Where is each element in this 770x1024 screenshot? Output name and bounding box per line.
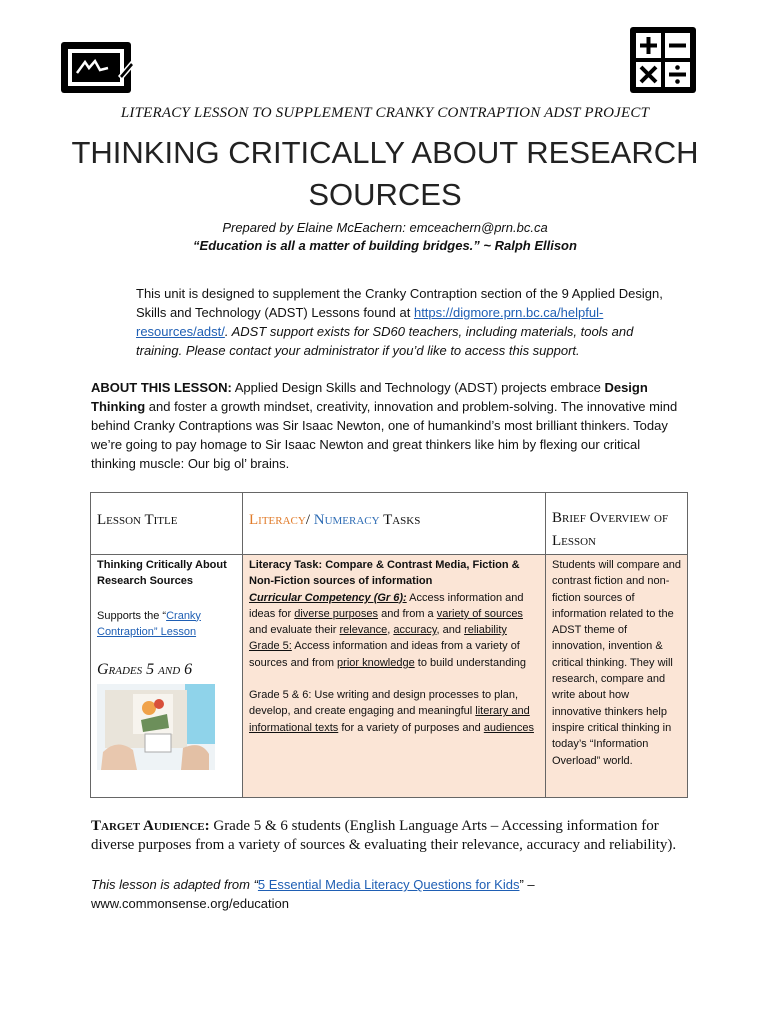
accuracy-term: accuracy [393, 624, 437, 637]
grade5-text-a: Access information and ideas from a variety of sources and from [249, 640, 520, 669]
document-subtitle: LITERACY LESSON TO SUPPLEMENT CRANKY CONTRAPTION ADST PROJECT [120, 105, 650, 121]
document-title [0, 132, 770, 216]
grade56-text-b: for a variety of purposes and [338, 721, 484, 734]
lesson-title-cell [91, 555, 242, 797]
curricular-text-c: and evaluate their [249, 624, 340, 637]
grade56-text-a: Grade 5 & 6: Use writing and design processes to plan, develop, and create engaging and meaningful [249, 689, 519, 718]
title-line-2: SOURCES [308, 177, 462, 212]
grade5-text-b: to build understanding [414, 656, 527, 669]
design-tablet-icon [59, 40, 135, 95]
supports-text [97, 608, 236, 641]
grades-label: Grades 5 and 6 [97, 661, 193, 679]
literacy-tasks-cell [243, 555, 545, 797]
about-label: ABOUT THIS LESSON: [91, 380, 232, 395]
prepared-by: Prepared by Elaine McEachern: emceachern@prn.bc.ca [222, 220, 548, 235]
reliability-term: reliability [464, 624, 507, 637]
media-literacy-questions-link[interactable]: 5 Essential Media Literacy Questions for Kids [257, 877, 520, 892]
intro-paragraph [91, 284, 681, 360]
adapted-from [91, 875, 691, 913]
variety-of-sources-term: variety of sources [436, 607, 523, 620]
adapted-prefix: This lesson is adapted from “ [91, 877, 258, 892]
lesson-photo [97, 684, 215, 770]
literary-informational-term: literary and informational texts [249, 705, 530, 734]
title-line-1: THINKING CRITICALLY ABOUT RESEARCH [71, 135, 699, 170]
supports-prefix: Supports the “ [97, 609, 167, 622]
intro-support-text: . ADST support exists for SD60 teachers, including materials, tools and training. Please contact your administrator if you’d like to access this support. [136, 324, 634, 358]
curricular-label: Curricular Competency (Gr 6): [249, 591, 407, 604]
adapted-suffix: ” – [519, 877, 535, 892]
lesson-title: Thinking Critically About Research Sources [97, 559, 227, 588]
quote: “Education is all a matter of building bridges.” ~ Ralph Ellison [193, 238, 577, 253]
about-text-1: Applied Design Skills and Technology (ADST) projects embrace [231, 380, 605, 395]
commonsense-url: www.commonsense.org/education [91, 896, 289, 911]
literacy-header-word: Literacy [249, 512, 306, 528]
adst-resources-link[interactable]: https://digmore.prn.bc.ca/helpful-resources/adst/ [136, 305, 604, 339]
about-paragraph [91, 378, 681, 473]
prior-knowledge-term: prior knowledge [337, 656, 415, 669]
numeracy-header-word: Numeracy [313, 512, 380, 528]
target-label: Target Audience: [91, 818, 210, 834]
literacy-tasks-column [243, 493, 546, 797]
literacy-numeracy-header [243, 493, 545, 555]
grade5-competency [249, 638, 539, 671]
about-text-2: and foster a growth mindset, creativity, innovation and problem-solving. The innovative mind behind Cranky Contraptions was Sir Isaac Newton, one of humankind’s most brilliant thinkers. Today we’re going to pay homage to Sir Isaac Newton and great thinkers like him by flexing our critical thinking muscle: Our big ol’ brains. [91, 399, 678, 471]
audiences-term: audiences [483, 721, 534, 734]
curricular-competency [249, 590, 539, 639]
intro-text: This unit is designed to supplement the Cranky Contraption section of the 9 Applied Design, Skills and Technology (ADST) Lessons found at [136, 286, 663, 320]
overview-header: Brief Overview of Lesson [546, 493, 687, 555]
lesson-table [90, 492, 688, 798]
diverse-purposes-term: diverse purposes [294, 607, 379, 620]
overview-column [546, 493, 687, 797]
curricular-text-a: Access information and ideas for [249, 591, 524, 620]
task-title: Literacy Task: Compare & Contrast Media, Fiction & Non-Fiction sources of information [249, 559, 520, 588]
curricular-text-e: , and [436, 624, 465, 637]
curricular-text-d: , [387, 624, 394, 637]
lesson-title-column [91, 493, 243, 797]
grade56-competency [249, 687, 539, 736]
header-slash: / [305, 512, 314, 528]
grade5-label: Grade 5: [249, 640, 292, 653]
relevance-term: relevance [339, 624, 388, 637]
cranky-contraption-link[interactable]: Cranky Contraption” Lesson [97, 609, 201, 638]
calculator-operations-icon [628, 25, 698, 95]
lesson-title-header: Lesson Title [91, 493, 242, 555]
target-text: Grade 5 & 6 students (English Language Arts – Accessing information for diverse purposes from a variety of sources & evaluating their relevance, accuracy and reliability). [91, 818, 677, 853]
curricular-text-b: and from a [378, 607, 437, 620]
tasks-header-word: Tasks [379, 512, 421, 528]
about-bold-design-thinking: Design Thinking [91, 380, 648, 414]
target-audience [91, 817, 691, 855]
overview-cell: Students will compare and contrast fiction and non-fiction sources of information related to the ADST theme of innovation, invention & critical thinking. They will research, compare and write about how innovative thinkers help inspire critical thinking in today’s “Information Overload” world. [546, 555, 687, 797]
